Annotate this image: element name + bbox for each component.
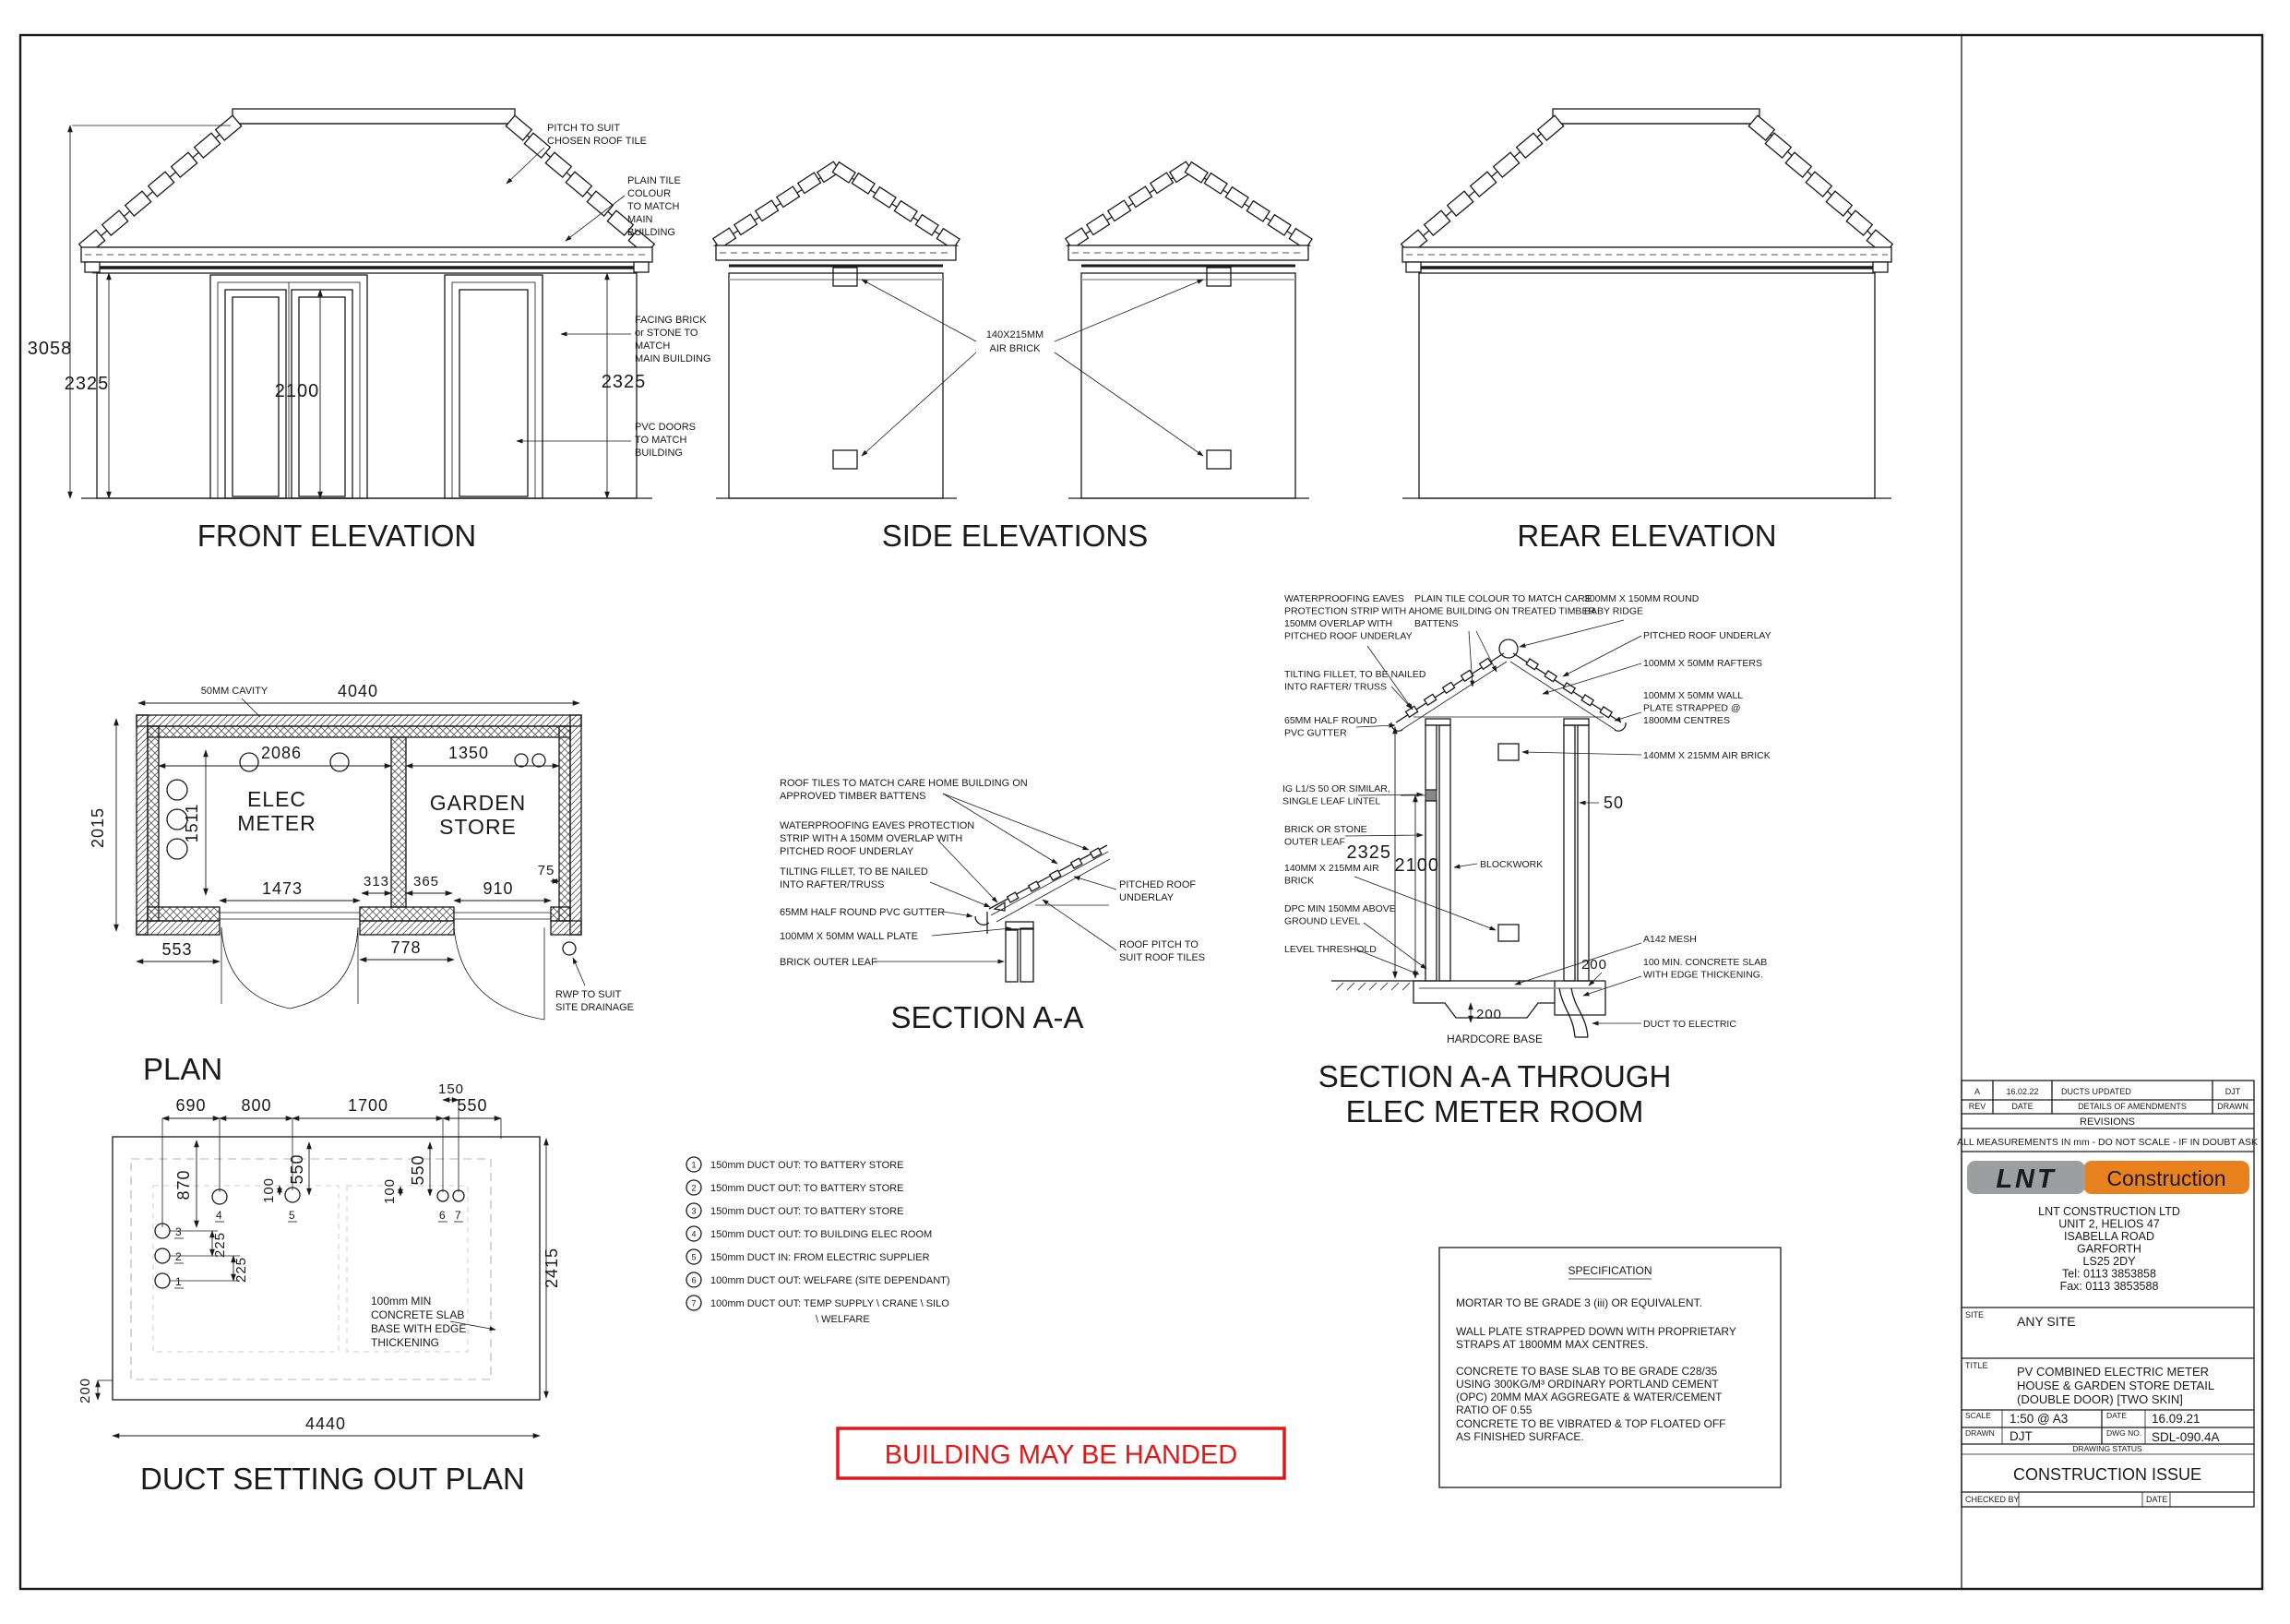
duct-setting-out-plan: [78, 1081, 561, 1496]
duct-4: 4: [216, 1209, 222, 1222]
rear-wall: [1419, 273, 1875, 498]
label-baby-ridge: 300MM X 150MM ROUND BABY RIDGE: [1584, 593, 1700, 617]
label-wall-plate: 100MM X 50MM WALL PLATE: [780, 931, 918, 942]
section-meter-title: SECTION A-A THROUGH ELEC METER ROOM: [1318, 1059, 1672, 1128]
note-text-3: 150mm DUCT OUT: TO BATTERY STORE: [710, 1206, 904, 1217]
rev-by: DJT: [2224, 1087, 2241, 1096]
rev-letter: A: [1974, 1087, 1981, 1096]
handed-text: BUILDING MAY BE HANDED: [884, 1440, 1238, 1470]
note-num-2: 2: [691, 1183, 697, 1193]
duct-note-row: [686, 1203, 903, 1218]
note-text-2: 150mm DUCT OUT: TO BATTERY STORE: [710, 1183, 904, 1194]
air-brick: [1207, 450, 1231, 469]
duct-notes-list: [686, 1157, 950, 1325]
label-gutter: 65MM HALF ROUND PVC GUTTER: [780, 907, 946, 918]
rev-head-rev: REV: [1968, 1102, 1986, 1111]
dim-4040: 4040: [337, 682, 379, 700]
note-text-5: 150mm DUCT IN: FROM ELECTRIC SUPPLIER: [710, 1252, 930, 1263]
label-waterproofing-eaves: WATERPROOFING EAVES PROTECTION STRIP WITH A 150MM OVERLAP WITH PITCHED ROOF UNDERLAY: [1284, 593, 1415, 642]
dim-550-d6: 550: [409, 1154, 427, 1186]
note-num-6: 6: [691, 1275, 697, 1285]
title-block: [1957, 1081, 2258, 1507]
specification-box: [1439, 1248, 1781, 1487]
dim-2100: 2100: [274, 381, 320, 401]
rear-ridge-tiles: [1553, 109, 1759, 124]
note-num-7: 7: [691, 1298, 697, 1308]
note-text-7: 100mm DUCT OUT: TEMP SUPPLY \ CRANE \ SILO: [710, 1298, 949, 1309]
air-brick: [833, 268, 857, 286]
dim-1473: 1473: [261, 879, 304, 898]
dim-778: 778: [390, 938, 422, 957]
duct-3: 3: [175, 1225, 182, 1238]
dim-200-depth: 200: [1476, 1007, 1503, 1022]
label-lintel: IG L1/S 50 OR SIMILAR, SINGLE LEAF LINTEL: [1282, 783, 1390, 807]
note-facing-brick: FACING BRICK or STONE TO MATCH MAIN BUILDING: [635, 315, 711, 364]
date-label: DATE: [2106, 1411, 2128, 1420]
dim-800: 800: [241, 1096, 272, 1115]
title-label: TITLE: [1965, 1361, 1988, 1370]
label-pitched-underlay: PITCHED ROOF UNDERLAY: [1119, 879, 1197, 903]
meter-drawing: [1331, 639, 1626, 1037]
plan-view: [89, 682, 634, 1086]
date-value: 16.09.21: [2152, 1412, 2201, 1426]
rev-head-details: DETAILS OF AMENDMENTS: [2078, 1102, 2187, 1111]
dim-870: 870: [174, 1169, 193, 1200]
duct-note-row: [686, 1272, 950, 1287]
note-pvc-doors: PVC DOORS TO MATCH BUILDING: [635, 422, 697, 459]
dim-200-duct: 200: [78, 1377, 93, 1404]
scale-label: SCALE: [1965, 1411, 1991, 1420]
label-roof-tiles: ROOF TILES TO MATCH CARE HOME BUILDING ON APPROVED TIMBER BATTENS: [780, 778, 1028, 802]
note-num-5: 5: [691, 1252, 697, 1262]
rear-hip-tiles: [1401, 115, 1893, 255]
note-slab: 100mm MIN CONCRETE SLAB BASE WITH EDGE THICKENING: [371, 1295, 467, 1349]
side-elevations-title: SIDE ELEVATIONS: [881, 519, 1149, 553]
meter-labels: [1282, 593, 1771, 1045]
label-blockwork: BLOCKWORK: [1480, 859, 1544, 870]
section-aa-labels: [780, 778, 1205, 968]
duct-dimensions: [78, 1081, 561, 1436]
drawing-status-label: DRAWING STATUS: [2072, 1444, 2142, 1453]
dim-50-cavity: 50: [1604, 794, 1625, 812]
duct-5: 5: [289, 1209, 295, 1222]
dim-2325-section: 2325: [1346, 842, 1391, 863]
duct-1: 1: [175, 1275, 182, 1288]
rwp-circle: [563, 942, 576, 955]
dim-225-a: 225: [212, 1231, 228, 1259]
front-fascia: [81, 247, 652, 272]
dim-365: 365: [412, 874, 440, 890]
air-brick: [1498, 925, 1519, 941]
section-meter-room: [1282, 593, 1771, 1128]
dim-690: 690: [175, 1096, 207, 1115]
duct-circles: [155, 1188, 464, 1288]
section-aa-title: SECTION A-A: [890, 1000, 1084, 1034]
label-hardcore: HARDCORE BASE: [1446, 1033, 1544, 1045]
note-num-3: 3: [691, 1206, 697, 1216]
note-text-7b: \ WELFARE: [816, 1314, 870, 1325]
label-waterproofing: WATERPROOFING EAVES PROTECTION STRIP WITH A 150MM OVERLAP WITH PITCHED ROOF UNDERLAY: [780, 820, 975, 857]
label-tilting-fillet: TILTING FILLET, TO BE NAILED INTO RAFTER/TRUSS: [780, 866, 928, 890]
rev-head-drawn: DRAWN: [2217, 1102, 2248, 1111]
meter-dimensions: [1347, 727, 1625, 1022]
dwg-no-label: DWG NO.: [2106, 1428, 2142, 1438]
duct-6: 6: [439, 1209, 446, 1222]
site-label: SITE: [1965, 1310, 1985, 1320]
dim-550-top: 550: [457, 1096, 488, 1115]
handed-notice: [838, 1428, 1284, 1478]
logo-lnt-text: LNT: [1996, 1164, 2057, 1194]
note-rwp: RWP TO SUIT SITE DRAINAGE: [555, 989, 634, 1013]
dim-2325-right: 2325: [601, 372, 647, 392]
label-rafters: 100MM X 50MM RAFTERS: [1643, 658, 1762, 669]
rev-details: DUCTS UPDATED: [2061, 1087, 2131, 1096]
note-plain-tile: PLAIN TILE COLOUR TO MATCH MAIN BUILDING: [627, 175, 681, 238]
plan-rwp: [555, 942, 634, 1013]
room-garden-store: GARDEN STORE: [429, 791, 527, 839]
air-brick: [1207, 268, 1231, 286]
dim-1350: 1350: [447, 744, 490, 762]
logo-construction-text: Construction: [2106, 1166, 2226, 1190]
plan-title: PLAN: [143, 1052, 223, 1086]
checked-date-label: DATE: [2146, 1495, 2168, 1504]
drawn-label: DRAWN: [1965, 1428, 1995, 1438]
dim-225-b: 225: [233, 1256, 249, 1284]
note-num-1: 1: [691, 1160, 697, 1170]
drawing-status-value: CONSTRUCTION ISSUE: [2012, 1465, 2202, 1484]
dim-2415: 2415: [543, 1247, 561, 1289]
dim-550-d5: 550: [288, 1153, 306, 1185]
dim-100-d5: 100: [261, 1176, 277, 1204]
duct-note-row: [686, 1226, 932, 1241]
checked-by-label: CHECKED BY: [1965, 1495, 2020, 1504]
rev-date: 16.02.22: [2006, 1087, 2039, 1096]
dim-1700: 1700: [347, 1096, 389, 1115]
rear-fascia: [1402, 247, 1891, 272]
drawing-title: PV COMBINED ELECTRIC METER HOUSE & GARDEN STORE DETAIL (DOUBLE DOOR) [TWO SKIN]: [2017, 1365, 2215, 1406]
measurements-note: ALL MEASUREMENTS IN mm - DO NOT SCALE - IF IN DOUBT ASK: [1957, 1137, 2258, 1148]
label-concrete-slab: 100 MIN. CONCRETE SLAB WITH EDGE THICKENING.: [1643, 957, 1768, 981]
note-text-1: 150mm DUCT OUT: TO BATTERY STORE: [710, 1160, 904, 1171]
label-plain-tile: PLAIN TILE COLOUR TO MATCH CARE HOME BUILDING ON TREATED TIMBER BATTENS: [1414, 593, 1596, 629]
dim-2100-section: 2100: [1394, 855, 1439, 876]
duct-7: 7: [455, 1209, 461, 1222]
dim-100-d6: 100: [382, 1177, 398, 1205]
note-cavity: 50MM CAVITY: [200, 686, 268, 697]
plan-door-swings: [221, 927, 544, 1020]
front-elevation-title: FRONT ELEVATION: [197, 519, 477, 553]
air-brick: [833, 450, 857, 469]
dim-4440: 4440: [304, 1415, 347, 1433]
label-pitched-roof-underlay: PITCHED ROOF UNDERLAY: [1643, 630, 1771, 641]
duct-note-row: [686, 1296, 949, 1325]
air-brick: [1498, 744, 1519, 760]
label-mesh: A142 MESH: [1643, 934, 1697, 945]
duct-note-row: [686, 1249, 930, 1264]
dim-200-right: 200: [1580, 957, 1607, 973]
spec-p3: CONCRETE TO BASE SLAB TO BE GRADE C28/35 USING 300KG/M³ ORDINARY PORTLAND CEMENT (OPC) 20MM MAX AGGREGATE & WATER/CEMENT RATIO OF 0.55: [1456, 1365, 1723, 1416]
rear-elevation-title: REAR ELEVATION: [1517, 519, 1777, 553]
rev-head-date: DATE: [2011, 1102, 2034, 1111]
side-elevation-left: [713, 161, 960, 498]
dim-910: 910: [483, 879, 514, 898]
rear-elevation: [1401, 109, 1893, 553]
note-num-4: 4: [691, 1229, 697, 1239]
side-elevations: [713, 161, 1312, 553]
spec-p2: WALL PLATE STRAPPED DOWN WITH PROPRIETARY STRAPS AT 1800MM MAX CENTRES.: [1456, 1325, 1736, 1351]
duct-note-row: [686, 1180, 903, 1195]
label-brick-outer-leaf: BRICK OUTER LEAF: [780, 957, 877, 968]
dwg-no-value: SDL-090.4A: [2152, 1430, 2220, 1444]
section-aa: [780, 778, 1205, 1034]
duct-slab-note: [371, 1295, 495, 1349]
dim-2325-left: 2325: [64, 374, 110, 394]
spec-title: SPECIFICATION: [1568, 1264, 1652, 1277]
note-pitch: PITCH TO SUIT CHOSEN ROOF TILE: [547, 123, 647, 147]
company-address: LNT CONSTRUCTION LTD UNIT 2, HELIOS 47 ISABELLA ROAD GARFORTH LS25 2DY Tel: 0113 3853858 Fax: 0113 3853588: [2038, 1205, 2180, 1293]
spec-p1: MORTAR TO BE GRADE 3 (iii) OR EQUIVALENT.: [1456, 1296, 1702, 1309]
dim-2086: 2086: [260, 744, 303, 762]
spec-p4: CONCRETE TO BE VIBRATED & TOP FLOATED OFF AS FINISHED SURFACE.: [1456, 1417, 1726, 1443]
air-brick-note: [862, 280, 1203, 456]
dim-1511: 1511: [183, 803, 201, 843]
dim-553: 553: [161, 940, 193, 959]
front-elevation: [28, 109, 711, 553]
dim-150: 150: [437, 1081, 465, 1097]
duct-note-row: [686, 1157, 903, 1172]
scale-value: 1:50 @ A3: [2010, 1412, 2069, 1426]
label-air-brick-left: 140MM X 215MM AIR BRICK: [1284, 863, 1379, 887]
label-threshold: LEVEL THRESHOLD: [1284, 944, 1377, 955]
label-dpc: DPC MIN 150MM ABOVE GROUND LEVEL: [1284, 903, 1396, 927]
plan-partition-wall: [391, 737, 406, 907]
duct-plan-title: DUCT SETTING OUT PLAN: [140, 1462, 525, 1496]
duct-2: 2: [175, 1250, 182, 1263]
site-value: ANY SITE: [2017, 1314, 2076, 1329]
dim-313: 313: [363, 874, 390, 890]
label-gutter-section: 65MM HALF ROUND PVC GUTTER: [1284, 715, 1378, 739]
note-air-brick: 140X215MM AIR BRICK: [985, 329, 1044, 354]
label-wall-plate-strapped: 100MM X 50MM WALL PLATE STRAPPED @ 1800MM CENTRES: [1643, 690, 1744, 726]
dim-3058: 3058: [27, 339, 73, 359]
front-single-door: [445, 275, 543, 498]
side-elevation-right: [1066, 161, 1312, 498]
label-air-brick-right: 140MM X 215MM AIR BRICK: [1643, 750, 1771, 761]
lnt-logo: [1967, 1161, 2249, 1194]
drawn-value: DJT: [2010, 1429, 2033, 1443]
label-brick-stone-outer: BRICK OR STONE OUTER LEAF: [1284, 824, 1367, 848]
note-text-4: 150mm DUCT OUT: TO BUILDING ELEC ROOM: [710, 1229, 933, 1240]
dim-2015: 2015: [89, 806, 107, 849]
front-ridge-tiles: [233, 109, 515, 124]
label-roof-pitch: ROOF PITCH TO SUIT ROOF TILES: [1119, 939, 1206, 963]
revisions-label: REVISIONS: [2080, 1116, 2135, 1128]
dim-75: 75: [537, 863, 555, 878]
label-tilting-fillet-section: TILTING FILLET, TO BE NAILED INTO RAFTER/ TRUSS: [1284, 669, 1426, 693]
room-elec-meter: ELEC METER: [237, 787, 316, 835]
label-duct-electric: DUCT TO ELECTRIC: [1643, 1019, 1736, 1030]
note-text-6: 100mm DUCT OUT: WELFARE (SITE DEPENDANT): [710, 1275, 950, 1286]
